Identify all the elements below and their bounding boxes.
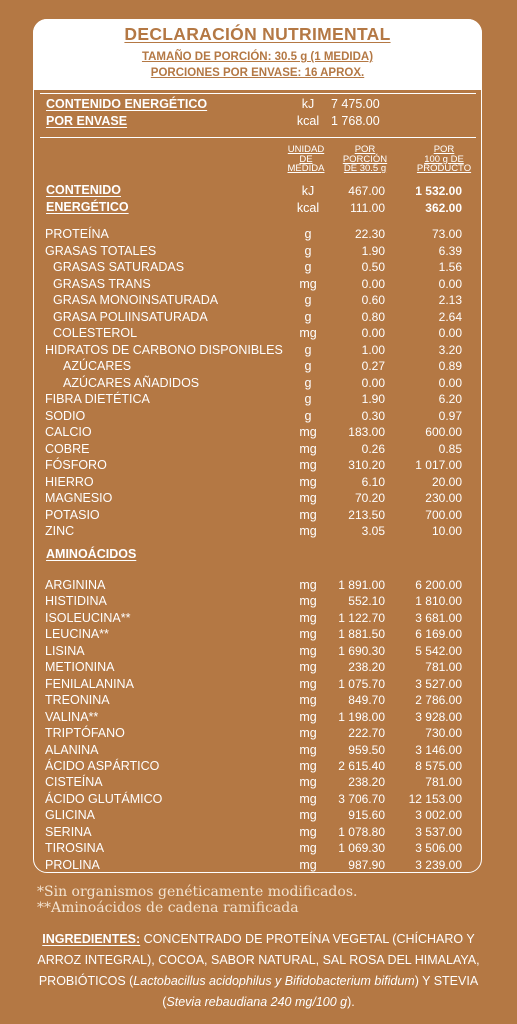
row-unit: mg [299, 326, 317, 340]
row-per-serving: 0.00 [361, 276, 385, 291]
row-name: GLICINA [45, 808, 96, 823]
row-per-serving: 0.00 [361, 375, 385, 390]
row-name: ÁCIDO GLUTÁMICO [45, 791, 163, 806]
row-per-serving: 238.20 [348, 660, 385, 675]
row-name: FENILALANINA [45, 676, 134, 691]
ingredients-heading: INGREDIENTES: [42, 932, 141, 946]
row-per-100g: 3 537.00 [415, 824, 462, 839]
row-unit: mg [299, 594, 317, 609]
row-per-serving: 0.60 [361, 293, 385, 307]
row-per-serving: 22.30 [354, 227, 385, 241]
row-name: MAGNESIO [45, 491, 113, 505]
row-per-100g: 700.00 [425, 507, 462, 522]
energy-package-unit-kj: kJ [301, 97, 315, 111]
row-per-100g: 5 542.00 [415, 643, 462, 658]
row-per-100g: 8 575.00 [415, 758, 462, 773]
row-per-100g: 0.97 [438, 408, 462, 423]
row-per-serving: 1 078.80 [338, 824, 385, 839]
row-name: SERINA [45, 824, 92, 839]
footnote-bcaa: **Aminoácidos de cadena ramificada [37, 900, 299, 916]
row-per-100g: 6 169.00 [415, 627, 462, 642]
energy-package-label-1: CONTENIDO ENERGÉTICO [46, 97, 208, 111]
energy-package-unit-kcal: kcal [296, 114, 320, 128]
row-per-100g: 781.00 [425, 660, 462, 675]
ingredients-text-2: ) Y STEVIA ( [162, 974, 479, 1009]
row-per-serving: 1 198.00 [338, 709, 385, 724]
row-name: ÁCIDO ASPÁRTICO [45, 758, 160, 773]
row-per-serving: 213.50 [348, 507, 385, 522]
row-per-serving: 987.90 [348, 857, 385, 872]
nutrition-title: DECLARACIÓN NUTRIMENTAL [124, 24, 391, 44]
row-per-100g: 0.89 [438, 359, 462, 373]
row-name: CISTEÍNA [45, 775, 103, 790]
row-unit: mg [299, 791, 317, 806]
row-unit: g [304, 243, 312, 258]
row-name: LISINA [45, 643, 85, 658]
row-name: ZINC [45, 524, 75, 538]
row-per-100g: 230.00 [425, 491, 462, 505]
row-per-serving: 6.10 [361, 474, 385, 489]
row-per-serving: 183.00 [348, 425, 385, 439]
row-per-serving: 1 069.30 [338, 841, 385, 856]
row-unit: mg [299, 441, 317, 456]
row-unit: mg [299, 578, 317, 592]
row-unit: g [304, 342, 312, 357]
row-per-serving: 2 615.40 [338, 758, 385, 773]
row-unit: g [304, 309, 312, 324]
row-per-100g: 3 239.00 [415, 857, 462, 872]
row-per-100g: 2.13 [438, 293, 462, 307]
row-per-serving: 0.80 [361, 309, 385, 324]
row-name: ARGININA [45, 578, 106, 592]
column-header-per-serving: POR PORCIÓN DE 30.5 g [342, 144, 388, 174]
row-per-100g: 20.00 [431, 474, 462, 489]
row-per-serving: 1 891.00 [338, 578, 385, 592]
row-name: GRASAS TOTALES [45, 243, 157, 258]
energy-unit-kcal: kcal [296, 201, 320, 215]
row-unit: mg [299, 742, 317, 757]
row-name: PROTEÍNA [45, 227, 109, 241]
row-per-100g: 3 506.00 [415, 841, 462, 856]
row-name: COBRE [45, 441, 90, 456]
row-per-serving: 238.20 [348, 775, 385, 790]
row-name: PROLINA [45, 857, 100, 872]
row-per-serving: 0.50 [361, 260, 385, 274]
row-per-serving: 70.20 [354, 491, 385, 505]
divider-middle [40, 137, 476, 138]
row-unit: mg [299, 758, 317, 773]
row-name: CALCIO [45, 425, 92, 439]
divider-top [40, 93, 476, 94]
row-per-serving: 1.90 [361, 243, 385, 258]
energy-serving-kcal: 111.00 [350, 201, 385, 215]
row-per-serving: 552.10 [348, 594, 385, 609]
row-per-serving: 1.90 [361, 392, 385, 406]
ingredients-text-1: CONCENTRADO DE PROTEÍNA VEGETAL (CHÍCHARO Y ARROZ INTEGRAL), COCOA, SABOR NATURAL, SAL ROSA DEL HIMALAYA, PROBIÓTICOS ( [37, 932, 480, 988]
row-per-100g: 6.20 [438, 392, 462, 406]
energy-package-label-2: POR ENVASE [46, 114, 128, 128]
column-header-unit: UNIDAD DE MEDIDA [287, 144, 325, 174]
row-per-serving: 0.26 [361, 441, 385, 456]
row-per-100g: 3 002.00 [415, 808, 462, 823]
row-name: TREONINA [45, 693, 110, 708]
row-name: VALINA** [45, 709, 99, 724]
row-per-100g: 2 786.00 [415, 693, 462, 708]
row-unit: g [304, 293, 312, 307]
row-name: SODIO [45, 408, 86, 423]
ingredients-italic-1: Lactobacillus acidophilus y Bifidobacterium bifidum [133, 974, 415, 988]
amino-acids-heading: AMINOÁCIDOS [46, 547, 137, 561]
row-per-100g: 3 146.00 [415, 742, 462, 757]
row-unit: mg [299, 775, 317, 790]
ingredients-italic-2: Stevia rebaudiana 240 mg/100 g [166, 995, 348, 1009]
row-per-serving: 959.50 [348, 742, 385, 757]
row-unit: mg [299, 643, 317, 658]
row-unit: g [304, 359, 312, 373]
row-per-100g: 0.00 [438, 375, 462, 390]
row-name: GRASA MONOINSATURADA [53, 293, 219, 307]
row-per-100g: 10.00 [431, 524, 462, 538]
row-per-serving: 0.00 [361, 326, 385, 340]
row-per-100g: 3.20 [438, 342, 462, 357]
row-per-100g: 600.00 [425, 425, 462, 439]
row-unit: mg [299, 709, 317, 724]
row-per-100g: 2.64 [438, 309, 462, 324]
row-name: ALANINA [45, 742, 99, 757]
row-name: GRASAS TRANS [53, 276, 151, 291]
row-unit: mg [299, 627, 317, 642]
ingredients-text-3: ). [347, 995, 355, 1009]
row-unit: mg [299, 808, 317, 823]
row-name: AZÚCARES [63, 359, 132, 373]
row-per-serving: 849.70 [348, 693, 385, 708]
row-unit: g [304, 227, 312, 241]
energy-serving-kj: 467.00 [348, 184, 385, 198]
row-per-serving: 310.20 [348, 458, 385, 472]
row-name: TRIPTÓFANO [45, 726, 125, 741]
row-per-100g: 0.85 [438, 441, 462, 456]
row-name: FIBRA DIETÉTICA [45, 392, 150, 406]
row-per-100g: 3 928.00 [415, 709, 462, 724]
footnote-gmo: *Sin organismos genéticamente modificados. [37, 884, 358, 900]
row-per-serving: 0.27 [361, 359, 385, 373]
row-unit: mg [299, 726, 317, 741]
row-per-serving: 1 075.70 [338, 676, 385, 691]
row-name: GRASAS SATURADAS [53, 260, 185, 274]
row-name: ISOLEUCINA** [45, 610, 131, 625]
row-per-100g: 3 527.00 [415, 676, 462, 691]
row-unit: mg [299, 524, 317, 538]
row-name: GRASA POLIINSATURADA [53, 309, 208, 324]
row-per-serving: 222.70 [348, 726, 385, 741]
row-unit: mg [299, 425, 317, 439]
row-per-100g: 781.00 [425, 775, 462, 790]
row-name: HIERRO [45, 474, 94, 489]
row-per-serving: 3 706.70 [338, 791, 385, 806]
row-per-serving: 3.05 [361, 524, 385, 538]
row-unit: mg [299, 693, 317, 708]
row-name: TIROSINA [45, 841, 105, 856]
row-unit: mg [299, 857, 317, 872]
energy-package-value-kj: 7 475.00 [331, 97, 380, 111]
row-name: HISTIDINA [45, 594, 107, 609]
energy-per100-kj: 1 532.00 [415, 184, 462, 198]
row-per-100g: 1 017.00 [415, 458, 462, 472]
row-per-100g: 6 200.00 [415, 578, 462, 592]
energy-label-2: ENERGÉTICO [46, 200, 129, 214]
column-header-per-100g: POR 100 g DE PRODUCTO [416, 144, 472, 174]
row-unit: mg [299, 507, 317, 522]
row-per-100g: 0.00 [438, 276, 462, 291]
row-unit: mg [299, 824, 317, 839]
row-per-serving: 1 881.50 [338, 627, 385, 642]
energy-per100-kcal: 362.00 [425, 201, 462, 215]
row-per-serving: 1 122.70 [338, 610, 385, 625]
row-unit: g [304, 260, 312, 274]
row-unit: mg [299, 276, 317, 291]
row-per-100g: 0.00 [438, 326, 462, 340]
row-unit: mg [299, 610, 317, 625]
row-per-100g: 3 681.00 [415, 610, 462, 625]
row-name: COLESTEROL [53, 326, 138, 340]
row-unit: mg [299, 841, 317, 856]
row-per-serving: 1.00 [361, 342, 385, 357]
row-name: POTASIO [45, 507, 100, 522]
row-name: LEUCINA** [45, 627, 109, 642]
row-unit: mg [299, 491, 317, 505]
row-unit: mg [299, 474, 317, 489]
row-name: METIONINA [45, 660, 115, 675]
row-per-100g: 1.56 [438, 260, 462, 274]
row-name: AZÚCARES AÑADIDOS [63, 375, 200, 390]
row-per-serving: 0.30 [361, 408, 385, 423]
row-per-100g: 12 153.00 [408, 791, 462, 806]
serving-size: TAMAÑO DE PORCIÓN: 30.5 g (1 MEDIDA) [141, 51, 374, 63]
row-per-100g: 1 810.00 [415, 594, 462, 609]
row-unit: g [304, 408, 312, 423]
energy-unit-kj: kJ [301, 184, 315, 198]
row-unit: mg [299, 660, 317, 675]
nutrition-header [33, 19, 482, 90]
row-unit: mg [299, 676, 317, 691]
row-per-100g: 73.00 [431, 227, 462, 241]
row-per-serving: 915.60 [348, 808, 385, 823]
row-name: HIDRATOS DE CARBONO DISPONIBLES [45, 342, 283, 357]
row-per-serving: 1 690.30 [338, 643, 385, 658]
row-name: FÓSFORO [45, 458, 107, 472]
energy-package-value-kcal: 1 768.00 [331, 114, 380, 128]
ingredients [30, 929, 487, 1013]
row-unit: mg [299, 458, 317, 472]
row-unit: g [304, 392, 312, 406]
servings-per-package: PORCIONES POR ENVASE: 16 APROX. [150, 67, 365, 79]
energy-label-1: CONTENIDO [46, 183, 121, 197]
row-per-100g: 6.39 [438, 243, 462, 258]
row-per-100g: 730.00 [425, 726, 462, 741]
row-unit: g [304, 375, 312, 390]
